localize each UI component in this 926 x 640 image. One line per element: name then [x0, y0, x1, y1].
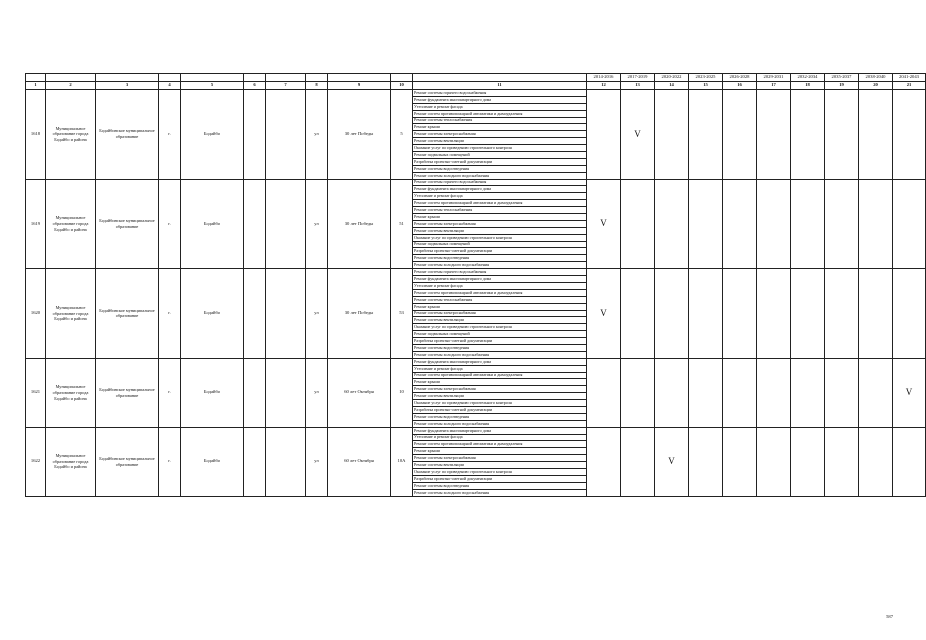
work-type-item: Ремонт подвальных помещений: [413, 241, 587, 248]
period-cell: [587, 358, 621, 427]
municipality-name: Бодайбинское муниципальное образование: [96, 358, 159, 427]
work-type-item: Ремонт системы холодного водоснабжения: [413, 420, 587, 427]
column-number: 17: [757, 82, 791, 90]
column-number: 16: [723, 82, 757, 90]
building-record-row: [26, 90, 926, 97]
district-name: Муниципальное образование города Бодайбо и района: [46, 90, 96, 180]
work-type-item: Ремонт крыши: [413, 379, 587, 386]
work-type-item: Ремонт системы электроснабжения: [413, 131, 587, 138]
work-type-item: Ремонт системы вентиляции: [413, 393, 587, 400]
period-cell: [587, 427, 621, 496]
column-number: 10: [391, 82, 413, 90]
work-type-item: Ремонт фундамента многоквартирного дома: [413, 96, 587, 103]
municipality-name: Бодайбинское муниципальное образование: [96, 90, 159, 180]
work-type-item: Ремонт системы водоотведения: [413, 344, 587, 351]
municipality-name: Бодайбинское муниципальное образование: [96, 427, 159, 496]
street-name: 60 лет Октября: [328, 427, 391, 496]
column-number: 4: [159, 82, 181, 90]
work-type-item: Ремонт фундамента многоквартирного дома: [413, 427, 587, 434]
building-record-row: [26, 427, 926, 434]
period-cell: [689, 179, 723, 269]
period-cell: [791, 90, 825, 180]
street-name: 30 лет Победы: [328, 90, 391, 180]
empty-cell: [244, 269, 266, 359]
work-type-item: Ремонт системы водоотведения: [413, 413, 587, 420]
year-header-row: [26, 74, 926, 82]
period-cell: [689, 269, 723, 359]
house-number: 5: [391, 90, 413, 180]
header-spacer: [181, 74, 244, 82]
period-cell: [723, 427, 757, 496]
work-type-item: Ремонт системы теплоснабжения: [413, 117, 587, 124]
work-type-item: Ремонт системы водоотведения: [413, 482, 587, 489]
period-cell: [825, 90, 859, 180]
empty-cell: [244, 179, 266, 269]
work-type-item: Ремонт крыши: [413, 448, 587, 455]
work-type-item: Разработка проектно-сметной документации: [413, 338, 587, 345]
period-cell: [893, 269, 926, 359]
work-type-item: Ремонт фундамента многоквартирного дома: [413, 276, 587, 283]
record-number: 1620: [26, 269, 46, 359]
period-cell: [893, 179, 926, 269]
period-cell: [723, 269, 757, 359]
work-type-item: Оказание услуг по проведению строительного контроля: [413, 468, 587, 475]
municipality-name: Бодайбинское муниципальное образование: [96, 269, 159, 359]
header-spacer: [328, 74, 391, 82]
year-header: 2038-2040: [859, 74, 893, 82]
header-spacer: [159, 74, 181, 82]
column-number: 9: [328, 82, 391, 90]
period-cell: [859, 427, 893, 496]
work-type-item: Оказание услуг по проведению строительного контроля: [413, 324, 587, 331]
period-check-mark: V: [655, 427, 689, 496]
period-cell: [757, 90, 791, 180]
work-type-item: Ремонт системы горячего водоснабжения: [413, 90, 587, 97]
period-cell: [621, 269, 655, 359]
period-cell: [791, 358, 825, 427]
work-type-item: Ремонт подвальных помещений: [413, 152, 587, 159]
period-cell: [689, 427, 723, 496]
work-type-item: Разработка проектно-сметной документации: [413, 475, 587, 482]
column-number: 8: [306, 82, 328, 90]
period-cell: [621, 427, 655, 496]
period-cell: [723, 179, 757, 269]
work-type-item: Разработка проектно-сметной документации: [413, 158, 587, 165]
period-check-mark: V: [587, 269, 621, 359]
period-check-mark: V: [893, 358, 926, 427]
column-number: 3: [96, 82, 159, 90]
work-type-item: Ремонт системы электроснабжения: [413, 310, 587, 317]
district-name: Муниципальное образование города Бодайбо и района: [46, 269, 96, 359]
year-header: 2032-2034: [791, 74, 825, 82]
period-cell: [723, 90, 757, 180]
column-number: 21: [893, 82, 926, 90]
period-cell: [689, 90, 723, 180]
work-type-item: Утепление и ремонт фасада: [413, 365, 587, 372]
work-type-item: Утепление и ремонт фасада: [413, 434, 587, 441]
column-number: 19: [825, 82, 859, 90]
settlement-type: г.: [159, 90, 181, 180]
period-cell: [655, 269, 689, 359]
work-type-item: Ремонт системы холодного водоснабжения: [413, 262, 587, 269]
record-number: 1622: [26, 427, 46, 496]
work-type-item: Разработка проектно-сметной документации: [413, 406, 587, 413]
settlement-type: г.: [159, 358, 181, 427]
work-type-item: Ремонт системы водоотведения: [413, 165, 587, 172]
year-header: 2029-2031: [757, 74, 791, 82]
period-cell: [689, 358, 723, 427]
district-name: Муниципальное образование города Бодайбо и района: [46, 179, 96, 269]
work-type-item: Утепление и ремонт фасада: [413, 282, 587, 289]
record-number: 1619: [26, 179, 46, 269]
street-type: ул: [306, 269, 328, 359]
period-cell: [757, 358, 791, 427]
year-header: 2041-2043: [893, 74, 926, 82]
column-number: 12: [587, 82, 621, 90]
work-type-item: Ремонт системы вентиляции: [413, 138, 587, 145]
work-type-item: Оказание услуг по проведению строительного контроля: [413, 400, 587, 407]
period-cell: [893, 90, 926, 180]
header-spacer-works: [413, 74, 587, 82]
empty-cell: [266, 358, 306, 427]
city-name: Бодайбо: [181, 90, 244, 180]
column-number: 14: [655, 82, 689, 90]
column-number: 18: [791, 82, 825, 90]
work-type-item: Ремонт системы горячего водоснабжения: [413, 269, 587, 276]
work-type-item: Утепление и ремонт фасада: [413, 193, 587, 200]
empty-cell: [266, 269, 306, 359]
empty-cell: [266, 179, 306, 269]
work-type-item: Ремонт систем противопожарной автоматики и дымоудаления: [413, 441, 587, 448]
settlement-type: г.: [159, 269, 181, 359]
settlement-type: г.: [159, 427, 181, 496]
year-header: 2020-2022: [655, 74, 689, 82]
period-cell: [587, 90, 621, 180]
work-type-item: Ремонт системы электроснабжения: [413, 455, 587, 462]
work-type-item: Ремонт систем противопожарной автоматики и дымоудаления: [413, 372, 587, 379]
city-name: Бодайбо: [181, 179, 244, 269]
period-cell: [655, 90, 689, 180]
period-cell: [859, 179, 893, 269]
work-type-item: Ремонт системы электроснабжения: [413, 386, 587, 393]
record-number: 1618: [26, 90, 46, 180]
year-header: 2014-2016: [587, 74, 621, 82]
street-type: ул: [306, 427, 328, 496]
work-type-item: Ремонт фундамента многоквартирного дома: [413, 186, 587, 193]
work-type-item: Ремонт крыши: [413, 303, 587, 310]
column-number: 7: [266, 82, 306, 90]
work-type-item: Ремонт систем противопожарной автоматики и дымоудаления: [413, 200, 587, 207]
work-type-item: Ремонт системы холодного водоснабжения: [413, 172, 587, 179]
period-cell: [723, 358, 757, 427]
work-type-item: Ремонт фундамента многоквартирного дома: [413, 358, 587, 365]
year-header: 2026-2028: [723, 74, 757, 82]
work-type-item: Ремонт системы горячего водоснабжения: [413, 179, 587, 186]
year-header: 2035-2037: [825, 74, 859, 82]
work-type-item: Ремонт крыши: [413, 214, 587, 221]
column-number: 15: [689, 82, 723, 90]
period-cell: [859, 358, 893, 427]
period-check-mark: V: [621, 90, 655, 180]
street-name: 30 лет Победы: [328, 269, 391, 359]
work-type-item: Ремонт крыши: [413, 124, 587, 131]
period-cell: [825, 269, 859, 359]
period-cell: [757, 179, 791, 269]
city-name: Бодайбо: [181, 269, 244, 359]
settlement-type: г.: [159, 179, 181, 269]
work-type-item: Ремонт системы вентиляции: [413, 462, 587, 469]
work-type-item: Ремонт системы холодного водоснабжения: [413, 351, 587, 358]
empty-cell: [266, 427, 306, 496]
period-cell: [825, 358, 859, 427]
district-name: Муниципальное образование города Бодайбо и района: [46, 358, 96, 427]
work-type-item: Оказание услуг по проведению строительного контроля: [413, 145, 587, 152]
period-cell: [791, 179, 825, 269]
header-spacer: [46, 74, 96, 82]
work-type-item: Разработка проектно-сметной документации: [413, 248, 587, 255]
header-spacer: [244, 74, 266, 82]
column-number: 1: [26, 82, 46, 90]
header-spacer: [26, 74, 46, 82]
house-number: 53: [391, 269, 413, 359]
period-cell: [655, 358, 689, 427]
building-record-row: [26, 358, 926, 365]
work-type-item: Утепление и ремонт фасада: [413, 103, 587, 110]
period-check-mark: V: [587, 179, 621, 269]
period-cell: [791, 269, 825, 359]
street-type: ул: [306, 179, 328, 269]
work-type-item: Ремонт подвальных помещений: [413, 331, 587, 338]
period-cell: [757, 427, 791, 496]
column-number: 13: [621, 82, 655, 90]
work-type-item: Оказание услуг по проведению строительного контроля: [413, 234, 587, 241]
capital-repair-schedule-table: [25, 73, 926, 497]
column-number: 20: [859, 82, 893, 90]
period-cell: [859, 90, 893, 180]
period-cell: [825, 427, 859, 496]
street-name: 30 лет Победы: [328, 179, 391, 269]
work-type-item: Ремонт системы теплоснабжения: [413, 296, 587, 303]
period-cell: [893, 427, 926, 496]
header-spacer: [306, 74, 328, 82]
work-type-item: Ремонт системы теплоснабжения: [413, 207, 587, 214]
period-cell: [757, 269, 791, 359]
column-number: 11: [413, 82, 587, 90]
street-type: ул: [306, 90, 328, 180]
work-type-item: Ремонт системы вентиляции: [413, 227, 587, 234]
city-name: Бодайбо: [181, 358, 244, 427]
work-type-item: Ремонт систем противопожарной автоматики и дымоудаления: [413, 289, 587, 296]
column-number: 6: [244, 82, 266, 90]
period-cell: [621, 179, 655, 269]
work-type-item: Ремонт системы водоотведения: [413, 255, 587, 262]
building-record-row: [26, 179, 926, 186]
district-name: Муниципальное образование города Бодайбо и района: [46, 427, 96, 496]
work-type-item: Ремонт системы вентиляции: [413, 317, 587, 324]
period-cell: [791, 427, 825, 496]
year-header: 2017-2019: [621, 74, 655, 82]
city-name: Бодайбо: [181, 427, 244, 496]
column-number: 2: [46, 82, 96, 90]
year-header: 2023-2025: [689, 74, 723, 82]
column-number-row: [26, 82, 926, 90]
empty-cell: [244, 358, 266, 427]
work-type-item: Ремонт системы холодного водоснабжения: [413, 489, 587, 496]
house-number: 51: [391, 179, 413, 269]
empty-cell: [266, 90, 306, 180]
header-spacer: [96, 74, 159, 82]
municipality-name: Бодайбинское муниципальное образование: [96, 179, 159, 269]
street-name: 60 лет Октября: [328, 358, 391, 427]
empty-cell: [244, 90, 266, 180]
record-number: 1621: [26, 358, 46, 427]
header-spacer: [266, 74, 306, 82]
building-record-row: [26, 269, 926, 276]
house-number: 10А: [391, 427, 413, 496]
period-cell: [825, 179, 859, 269]
page-number: 587: [886, 614, 893, 619]
street-type: ул: [306, 358, 328, 427]
period-cell: [621, 358, 655, 427]
house-number: 10: [391, 358, 413, 427]
period-cell: [859, 269, 893, 359]
work-type-item: Ремонт систем противопожарной автоматики и дымоудаления: [413, 110, 587, 117]
header-spacer: [391, 74, 413, 82]
period-cell: [655, 179, 689, 269]
column-number: 5: [181, 82, 244, 90]
empty-cell: [244, 427, 266, 496]
work-type-item: Ремонт системы электроснабжения: [413, 220, 587, 227]
